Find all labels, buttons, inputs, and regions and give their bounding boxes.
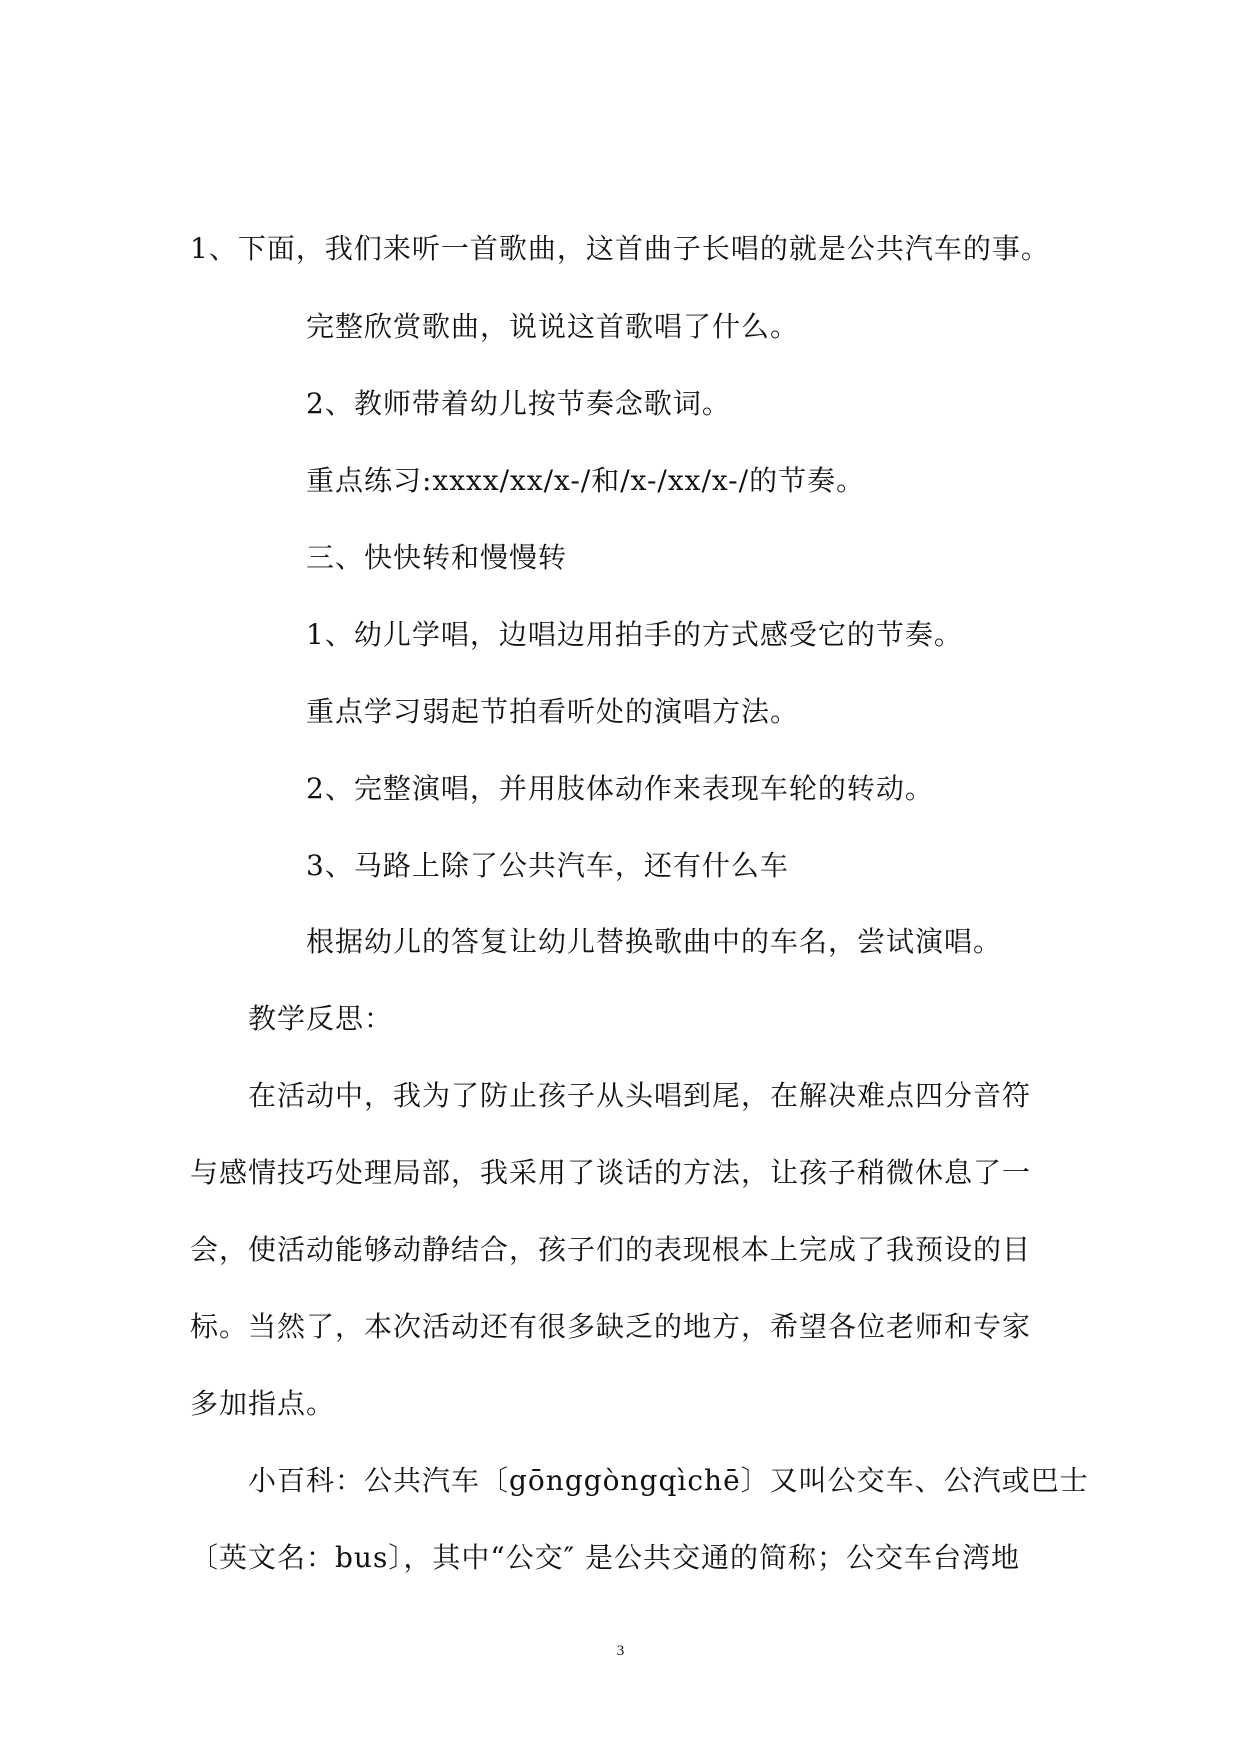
text-line-15: 标。当然了，本次活动还有很多缺乏的地方，希望各位老师和专家 [190,1310,1032,1343]
text-line-3: 2、教师带着幼儿按节奏念歌词。 [306,387,731,420]
text-line-1: 1、下面，我们来听一首歌曲，这首曲子长唱的就是公共汽车的事。 [190,232,1050,265]
text-line-6: 1、幼儿学唱，边唱边用拍手的方式感受它的节奏。 [306,618,963,651]
text-line-8: 2、完整演唱，并用肢体动作来表现车轮的转动。 [306,772,934,805]
text-line-16: 多加指点。 [190,1387,336,1420]
text-line-14: 会，使活动能够动静结合，孩子们的表现根本上完成了我预设的目 [190,1233,1032,1266]
text-line-2: 完整欣赏歌曲，说说这首歌唱了什么。 [306,310,800,343]
text-line-10: 根据幼儿的答复让幼儿替换歌曲中的车名，尝试演唱。 [306,925,1003,958]
text-line-13: 与感情技巧处理局部，我采用了谈话的方法，让孩子稍微休息了一 [190,1156,1032,1189]
text-line-4: 重点练习:xxxx/xx/x-/和/x-/xx/x-/的节奏。 [306,464,866,497]
text-line-12: 在活动中，我为了防止孩子从头唱到尾，在解决难点四分音符 [248,1079,1032,1112]
text-line-17: 小百科：公共汽车〔gōnggòngqìchē〕又叫公交车、公汽或巴士 [248,1464,1089,1497]
reflection-heading: 教学反思： [248,1002,394,1035]
section-heading: 三、快快转和慢慢转 [306,541,568,574]
text-line-18: 〔英文名：bus〕，其中“公交″ 是公共交通的简称；公交车台湾地 [190,1541,1021,1574]
text-line-7: 重点学习弱起节拍看听处的演唱方法。 [306,695,800,728]
page-number: 3 [616,1643,625,1659]
text-line-9: 3、马路上除了公共汽车，还有什么车 [306,849,789,882]
